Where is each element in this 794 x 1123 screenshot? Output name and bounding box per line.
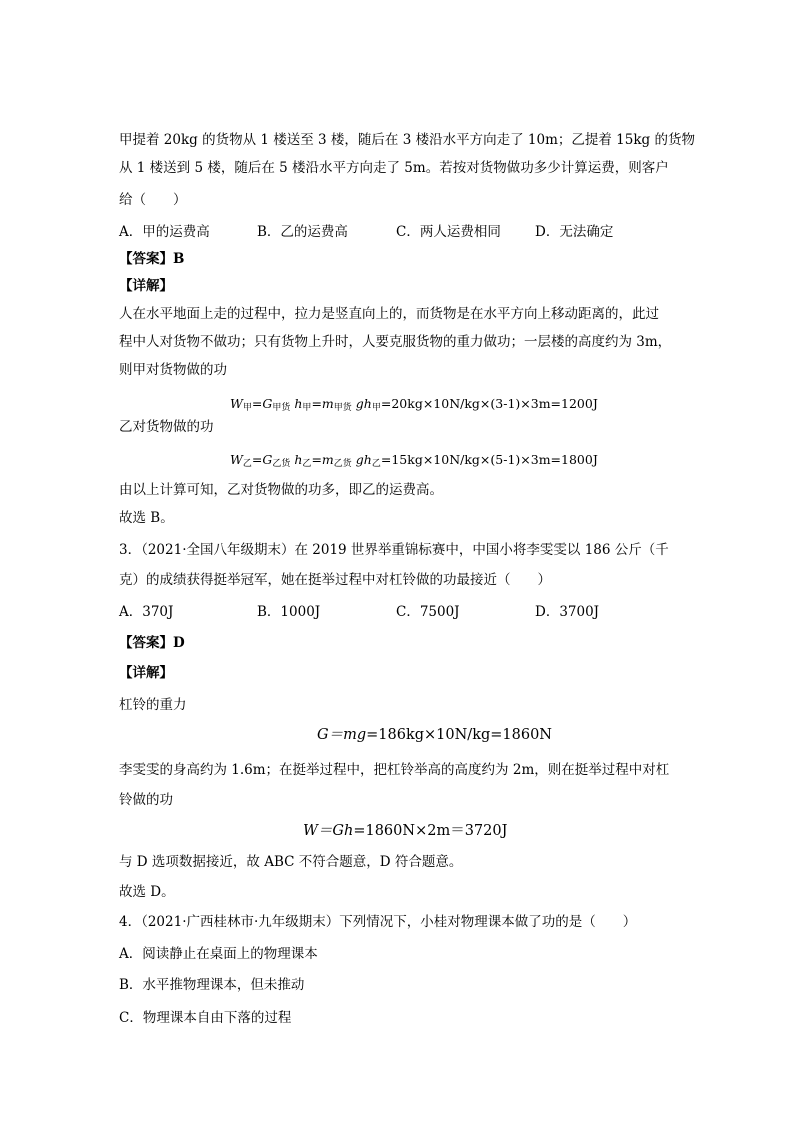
q2-detail-label: 【详解】: [119, 278, 173, 294]
q2-option-d: D．无法确定: [535, 224, 614, 240]
q2-option-b: B．乙的运费高: [257, 224, 348, 240]
q3-option-c: C．7500J: [396, 604, 460, 620]
q2-explanation-line-3: 则甲对货物做的功: [119, 362, 227, 378]
q3-option-a: A．370J: [119, 604, 174, 620]
q2-formula-1: $W_甲=G_{甲货}$ $h_甲=m_{甲货}$ $gh_甲=20kg\times 10N/kg\times(3-1)\times 3m=1200J$: [230, 396, 598, 413]
q3-answer: 【答案】D: [119, 635, 185, 651]
q4-option-a: A．阅读静止在桌面上的物理课本: [119, 946, 318, 962]
q2-option-c: C．两人运费相同: [396, 224, 501, 240]
q4-stem-line-1: 4．（2021·广西桂林市·九年级期末）下列情况下，小桂对物理课本做了功的是（ ）: [119, 914, 637, 930]
q3-conclusion: 故选 D。: [119, 884, 175, 900]
q4-option-c: C．物理课本自由下落的过程: [119, 1010, 292, 1026]
q4-option-b: B．水平推物理课本，但未推动: [119, 977, 305, 993]
q2-explanation-line-4: 乙对货物做的功: [119, 419, 214, 435]
q2-answer: 【答案】B: [119, 251, 185, 267]
q2-stem-line-3: 给（ ）: [119, 192, 187, 208]
q3-explanation-line-1: 杠铃的重力: [119, 697, 187, 713]
q3-stem-line-1: 3．（2021·全国八年级期末）在 2019 世界举重锦标赛中，中国小将李雯雯以 186 公斤（千: [119, 542, 669, 558]
q3-formula-2-value: =1860N×2m＝3720J: [353, 823, 508, 839]
q2-conclusion: 故选 B。: [119, 510, 174, 526]
q3-explanation-line-3: 铃做的功: [119, 792, 173, 808]
q2-formula-2-value: =15kg×10N/kg×(5-1)×3m=1800J: [380, 452, 598, 467]
q3-option-b: B．1000J: [257, 604, 321, 620]
q3-formula-1: G＝mg=186kg×10N/kg=1860N: [317, 727, 552, 743]
q2-option-a: A．甲的运费高: [119, 224, 210, 240]
q2-formula-2: $W_乙=G_{乙货}$ $h_乙=m_{乙货}$ $gh_乙=15kg\times 10N/kg\times(5-1)\times 3m=1800J$: [230, 452, 598, 469]
q3-detail-label: 【详解】: [119, 665, 173, 681]
q2-formula-1-value: =20kg×10N/kg×(3-1)×3m=1200J: [380, 396, 598, 411]
q2-explanation-line-2: 程中人对货物不做功；只有货物上升时，人要克服货物的重力做功；一层楼的高度约为 3m，: [119, 334, 672, 350]
q2-explanation-line-5: 由以上计算可知，乙对货物做的功多，即乙的运费高。: [119, 482, 443, 498]
q2-explanation-line-1: 人在水平地面上走的过程中，拉力是竖直向上的，而货物是在水平方向上移动距离的，此过: [119, 306, 659, 322]
q3-stem-line-2: 克）的成绩获得挺举冠军，她在挺举过程中对杠铃做的功最接近（ ）: [119, 572, 551, 588]
q3-formula-1-value: =186kg×10N/kg=1860N: [366, 727, 552, 743]
q3-explanation-line-4: 与 D 选项数据接近，故 ABC 不符合题意，D 符合题意。: [119, 854, 463, 870]
q2-stem-line-2: 从 1 楼送到 5 楼，随后在 5 楼沿水平方向走了 5m。若按对货物做功多少计算运费，则客户: [119, 160, 669, 176]
q3-formula-2: W＝Gh=1860N×2m＝3720J: [303, 823, 508, 839]
q2-stem-line-1: 甲提着 20kg 的货物从 1 楼送至 3 楼，随后在 3 楼沿水平方向走了 10m；乙提着 15kg 的货物: [119, 132, 695, 148]
q3-option-d: D．3700J: [535, 604, 600, 620]
q3-explanation-line-2: 李雯雯的身高约为 1.6m；在挺举过程中，把杠铃举高的高度约为 2m，则在挺举过程中对杠: [119, 762, 670, 778]
